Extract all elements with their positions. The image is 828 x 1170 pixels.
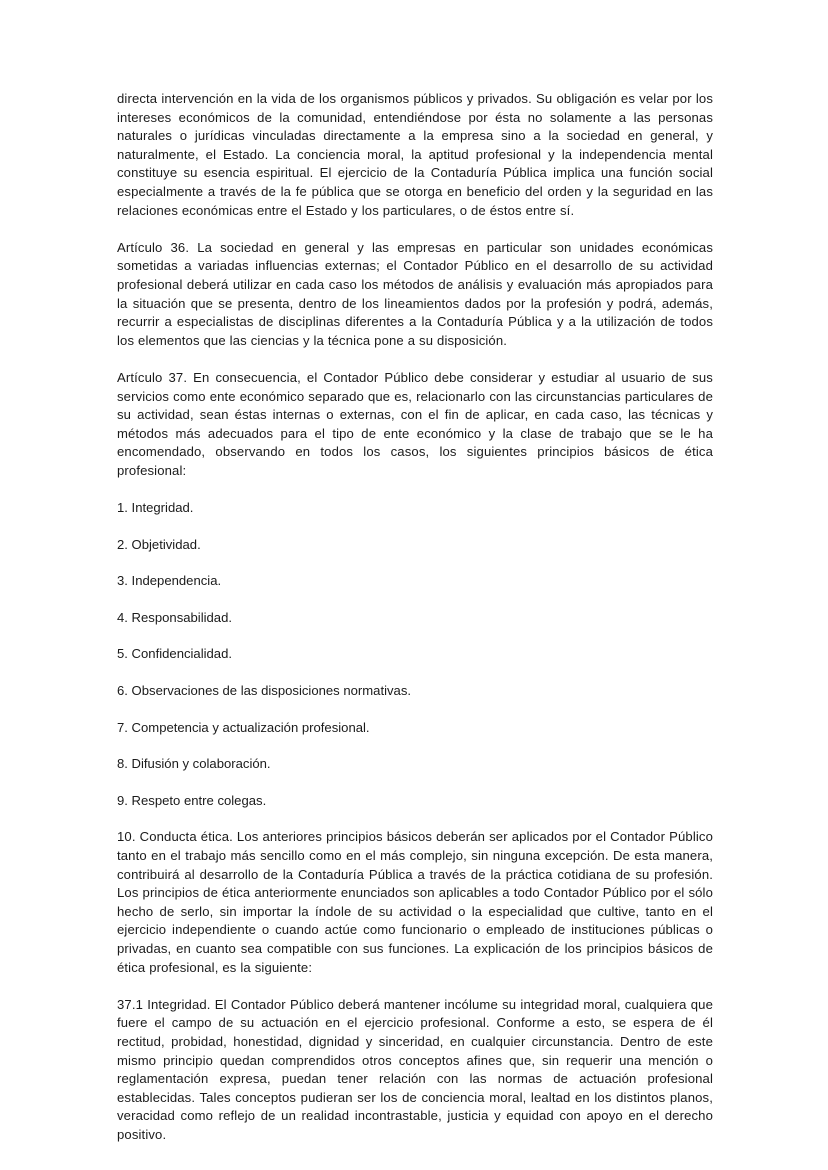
list-item: 3. Independencia. bbox=[117, 573, 222, 589]
principles-list bbox=[117, 499, 713, 810]
list-item: 7. Competencia y actualización profesional. bbox=[117, 719, 370, 735]
paragraph-37-1-integridad: 37.1 Integridad. El Contador Público deberá mantener incólume su integridad moral, cualquiera que fuere el campo de su actuación en el ejercicio profesional. Conforme a esto, se espera de él rectitud, probidad, honestidad, dignidad y sinceridad, en cualquier circunstancia. Dentro de este mismo principio quedan comprendidos otros conceptos afines que, sin requerir una mención o reglamentación expresa, puedan tener relación con las normas de actuación profesional establecidas. Tales conceptos pudieran ser los de conciencia moral, lealtad en los distintos planos, veracidad como reflejo de un realidad incontrastable, justicia y equidad con apoyo en el derecho positivo. bbox=[117, 996, 713, 1142]
list-item: 9. Respeto entre colegas. bbox=[117, 792, 267, 808]
list-item: 4. Responsabilidad. bbox=[117, 609, 233, 625]
paragraph-articulo-37: Artículo 37. En consecuencia, el Contador Público debe considerar y estudiar al usuario de sus servicios como ente económico separado que es, relacionarlo con las circunstancias particulares de su actividad, sean éstas internas o externas, con el fin de aplicar, en cada caso, las técnicas y métodos más adecuados para el tipo de ente económico y la clase de trabajo que se le ha encomendado, observando en todos los casos, los siguientes principios básicos de ética profesional: bbox=[117, 369, 713, 478]
paragraph-continuation: directa intervención en la vida de los organismos públicos y privados. Su obligación es velar por los intereses económicos de la comunidad, entendiéndose por ésta no solamente a las personas naturales o jurídicas vinculadas directamente a la empresa sino a la sociedad en general, y naturalmente, el Estado. La conciencia moral, la aptitud profesional y la independencia mental constituye su esencia espiritual. El ejercicio de la Contaduría Pública implica una función social especialmente a través de la fe pública que se otorga en beneficio del orden y la seguridad en las relaciones económicas entre el Estado y los particulares, o de éstos entre sí. bbox=[117, 91, 713, 218]
paragraph-item-10-conducta-etica: 10. Conducta ética. Los anteriores principios básicos deberán ser aplicados por el Contador Público tanto en el trabajo más sencillo como en el más complejo, sin ninguna excepción. De esta manera, contribuirá al desarrollo de la Contaduría Pública a través de la práctica cotidiana de su profesión. Los principios de ética anteriormente enunciados son aplicables a todo Contador Público por el sólo hecho de serlo, sin importar la índole de su actividad o la especialidad que cultive, tanto en el ejercicio independiente o cuando actúe como funcionario o empleado de instituciones públicas o privadas, en cuanto sea compatible con sus funciones. La explicación de los principios básicos de ética profesional, es la siguiente: bbox=[117, 829, 713, 975]
list-item: 6. Observaciones de las disposiciones normativas. bbox=[117, 683, 412, 699]
list-item: 1. Integridad. bbox=[117, 500, 194, 516]
document-text-column bbox=[117, 90, 713, 1145]
list-item: 5. Confidencialidad. bbox=[117, 646, 233, 662]
paragraph-articulo-36: Artículo 36. La sociedad en general y las empresas en particular son unidades económicas sometidas a variadas influencias externas; el Contador Público en el desarrollo de su actividad profesional deberá utilizar en cada caso los métodos de análisis y evaluación más apropiados para la situación que se presenta, dentro de los lineamientos dados por la profesión y podrá, además, recurrir a especialistas de disciplinas diferentes a la Contaduría Pública y a la utilización de todos los elementos que las ciencias y la técnica pone a su disposición. bbox=[117, 239, 713, 348]
list-item: 2. Objetividad. bbox=[117, 536, 201, 552]
list-item: 8. Difusión y colaboración. bbox=[117, 756, 271, 772]
